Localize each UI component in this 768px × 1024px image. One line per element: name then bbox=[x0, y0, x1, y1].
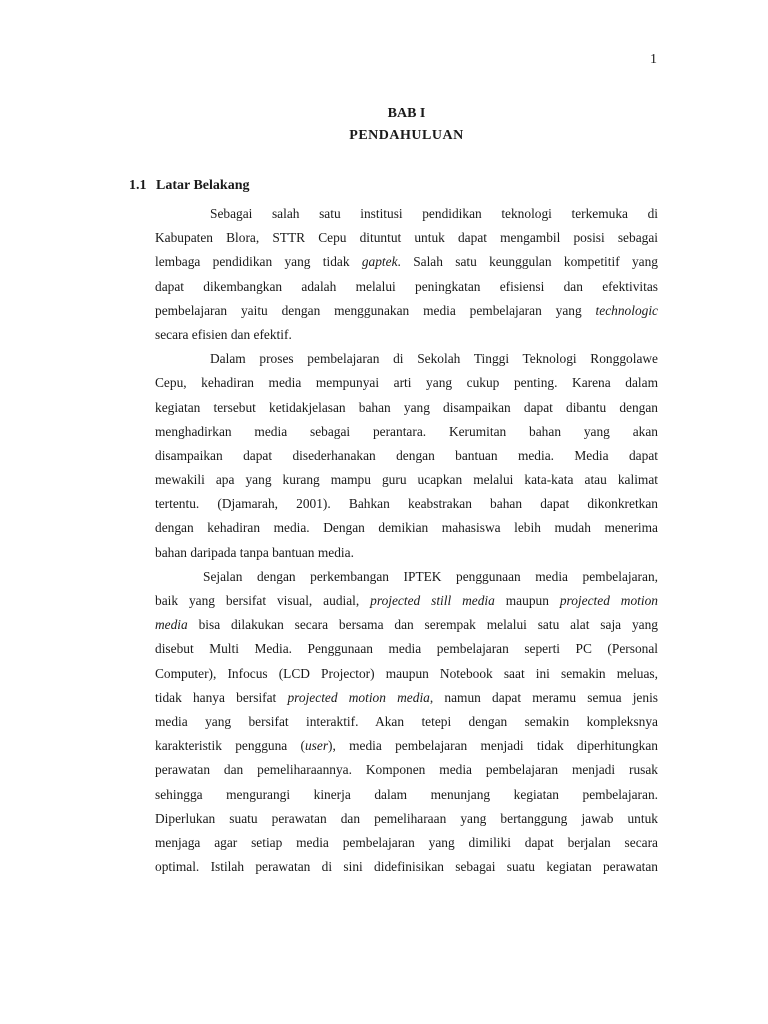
text-segment: tidak hanya bersifat bbox=[155, 689, 288, 705]
chapter-number: BAB I bbox=[387, 106, 426, 121]
text-line bbox=[155, 202, 658, 226]
text-segment: mewakili apa yang kurang mampu guru ucapkan melalui kata-kata atau kalimat bbox=[155, 472, 658, 488]
text-segment: Cepu, kehadiran media mempunyai arti yang cukup penting. Karena dalam bbox=[155, 375, 658, 391]
text-line bbox=[155, 250, 658, 274]
text-line bbox=[155, 758, 658, 782]
text-line bbox=[155, 831, 658, 855]
italic-term: user bbox=[304, 738, 329, 754]
text-line bbox=[155, 565, 658, 589]
text-segment: ), media pembelajaran menjadi tidak diperhitungkan bbox=[328, 738, 658, 754]
text-line bbox=[155, 492, 658, 516]
section-number: 1.1 bbox=[129, 178, 147, 193]
text-segment: bisa dilakukan secara bersama dan serempak melalui satu alat saja yang bbox=[187, 617, 658, 633]
text-segment: Sebagai salah satu institusi pendidikan teknologi terkemuka di bbox=[210, 206, 658, 221]
text-line bbox=[155, 347, 658, 371]
text-line bbox=[155, 444, 658, 468]
text-segment: . Salah satu keunggulan kompetitif yang bbox=[397, 254, 658, 270]
text-line bbox=[155, 323, 658, 347]
text-line bbox=[155, 686, 658, 710]
italic-term: gaptek bbox=[361, 254, 398, 270]
text-segment: disampaikan dapat disederhanakan dengan bantuan media. Media dapat bbox=[155, 447, 658, 463]
italic-term: projected motion media bbox=[287, 689, 430, 705]
text-segment: disebut Multi Media. Penggunaan media pembelajaran seperti PC (Personal bbox=[155, 641, 658, 657]
text-segment: Computer), Infocus (LCD Projector) maupun Notebook saat ini semakin meluas, bbox=[155, 665, 658, 681]
italic-term: media bbox=[155, 617, 188, 633]
text-line bbox=[155, 710, 658, 734]
italic-term: projected still media bbox=[370, 593, 495, 608]
chapter-title: PENDAHULUAN bbox=[349, 128, 464, 143]
text-line bbox=[155, 516, 658, 540]
text-segment: , namun dapat meramu semua jenis bbox=[429, 689, 658, 705]
text-line bbox=[155, 541, 658, 565]
text-segment: bahan daripada tanpa bantuan media. bbox=[155, 544, 354, 560]
text-segment: pembelajaran yaitu dengan menggunakan media pembelajaran yang bbox=[155, 302, 596, 318]
text-line bbox=[155, 226, 658, 250]
text-segment: lembaga pendidikan yang tidak bbox=[155, 254, 362, 270]
text-segment: secara efisien dan efektif. bbox=[155, 326, 292, 342]
text-line bbox=[155, 371, 658, 395]
text-segment: Kabupaten Blora, STTR Cepu dituntut untuk dapat mengambil posisi sebagai bbox=[155, 230, 658, 246]
text-line bbox=[155, 807, 658, 831]
text-line bbox=[155, 637, 658, 661]
text-segment: media yang bersifat interaktif. Akan tetepi dengan semakin kompleksnya bbox=[155, 713, 658, 729]
text-segment: menghadirkan media sebagai perantara. Kerumitan bahan yang akan bbox=[155, 423, 658, 439]
text-segment: tertentu. (Djamarah, 2001). Bahkan keabstrakan bahan dapat dikonkretkan bbox=[155, 496, 658, 512]
text-line bbox=[155, 396, 658, 420]
text-line bbox=[155, 613, 658, 637]
text-line bbox=[155, 420, 658, 444]
text-line bbox=[155, 589, 658, 613]
text-line bbox=[155, 299, 658, 323]
text-segment: dengan kehadiran media. Dengan demikian mahasiswa lebih mudah menerima bbox=[155, 520, 658, 536]
text-segment: sehingga mengurangi kinerja dalam menunjang kegiatan pembelajaran. bbox=[155, 786, 658, 802]
text-line bbox=[155, 468, 658, 492]
text-line bbox=[155, 662, 658, 686]
section-heading bbox=[129, 178, 249, 194]
text-segment: Sejalan dengan perkembangan IPTEK penggunaan media pembelajaran, bbox=[203, 568, 658, 584]
text-segment: perawatan dan pemeliharaannya. Komponen media pembelajaran menjadi rusak bbox=[155, 762, 658, 778]
text-segment: Diperlukan suatu perawatan dan pemeliharaan yang bertanggung jawab untuk bbox=[155, 810, 658, 826]
text-segment: karakteristik pengguna ( bbox=[155, 738, 305, 754]
text-segment: Dalam proses pembelajaran di Sekolah Tinggi Teknologi Ronggolawe bbox=[210, 351, 658, 367]
text-line bbox=[155, 783, 658, 807]
text-segment: baik yang bersifat visual, audial, bbox=[155, 593, 371, 608]
section-title: Latar Belakang bbox=[156, 178, 250, 193]
text-segment: dapat dikembangkan adalah melalui peningkatan efisiensi dan efektivitas bbox=[155, 278, 658, 294]
page-number: 1 bbox=[650, 52, 657, 67]
text-line bbox=[155, 855, 658, 879]
text-segment: maupun bbox=[494, 593, 560, 608]
body-text bbox=[155, 202, 658, 879]
italic-term: projected motion bbox=[559, 593, 658, 608]
text-segment: optimal. Istilah perawatan di sini didefinisikan sebagai suatu kegiatan perawatan bbox=[155, 859, 658, 875]
text-segment: menjaga agar setiap media pembelajaran yang dimiliki dapat berjalan secara bbox=[155, 834, 658, 850]
text-line bbox=[155, 275, 658, 299]
text-line bbox=[155, 734, 658, 758]
text-segment: kegiatan tersebut ketidakjelasan bahan yang disampaikan dapat dibantu dengan bbox=[155, 399, 658, 415]
italic-term: technologic bbox=[595, 302, 658, 318]
